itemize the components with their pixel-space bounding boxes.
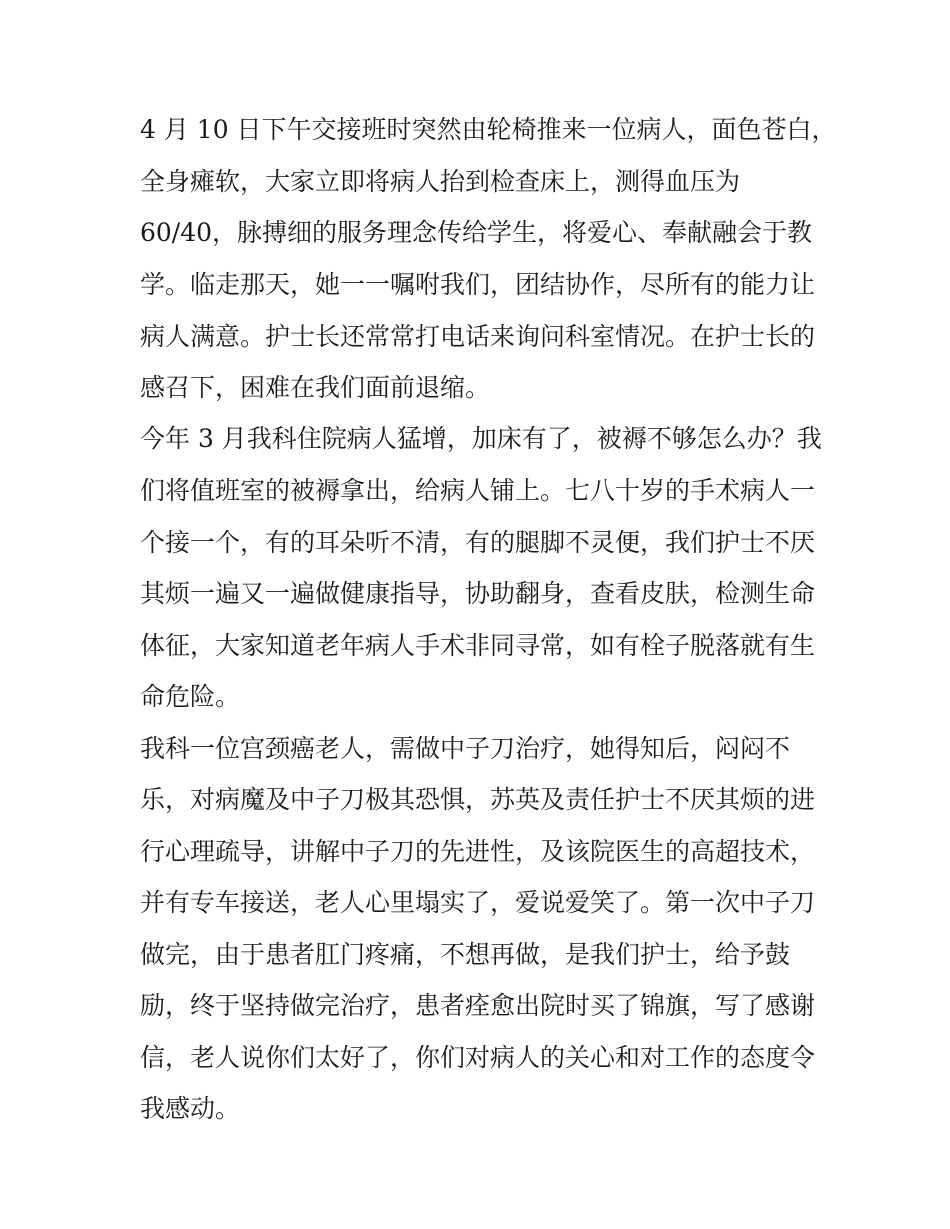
text-line: 感召下，困难在我们面前退缩。: [140, 373, 491, 402]
text-line: 今年 3 月我科住院病人猛增，加床有了，被褥不够怎么办？我: [140, 424, 822, 453]
text-line: 4 月 10 日下午交接班时突然由轮椅推来一位病人，面色苍白，: [140, 115, 837, 144]
text-line: 乐，对病魔及中子刀极其恐惧，苏英及责任护士不厌其烦的进: [140, 785, 816, 814]
text-line: 我感动。: [140, 1094, 241, 1123]
text-line: 行心理疏导，讲解中子刀的先进性，及该院医生的高超技术，: [140, 837, 816, 866]
text-line: 体征，大家知道老年病人手术非同寻常，如有栓子脱落就有生: [140, 631, 816, 660]
text-line: 其烦一遍又一遍做健康指导，协助翻身，查看皮肤，检测生命: [140, 579, 816, 608]
text-line: 学。临走那天，她一一嘱咐我们，团结协作，尽所有的能力让: [140, 270, 816, 299]
text-line: 60/40，脉搏细的服务理念传给学生，将爱心、奉献融会于教: [140, 218, 813, 247]
text-line: 我科一位宫颈癌老人，需做中子刀治疗，她得知后，闷闷不: [140, 734, 791, 763]
text-line: 全身瘫软，大家立即将病人抬到检查床上，测得血压为: [140, 167, 741, 196]
text-line: 病人满意。护士长还常常打电话来询问科室情况。在护士长的: [140, 322, 816, 351]
text-line: 命危险。: [140, 682, 241, 711]
text-line: 并有专车接送，老人心里塌实了，爱说爱笑了。第一次中子刀: [140, 888, 816, 917]
text-line: 信，老人说你们太好了，你们对病人的关心和对工作的态度令: [140, 1043, 816, 1072]
text-line: 们将值班室的被褥拿出，给病人铺上。七八十岁的手术病人一: [140, 476, 816, 505]
text-line: 做完，由于患者肛门疼痛，不想再做，是我们护士，给予鼓: [140, 940, 791, 969]
text-line: 个接一个，有的耳朵听不清，有的腿脚不灵便，我们护士不厌: [140, 528, 816, 557]
text-line: 励，终于坚持做完治疗，患者痊愈出院时买了锦旗，写了感谢: [140, 991, 816, 1020]
